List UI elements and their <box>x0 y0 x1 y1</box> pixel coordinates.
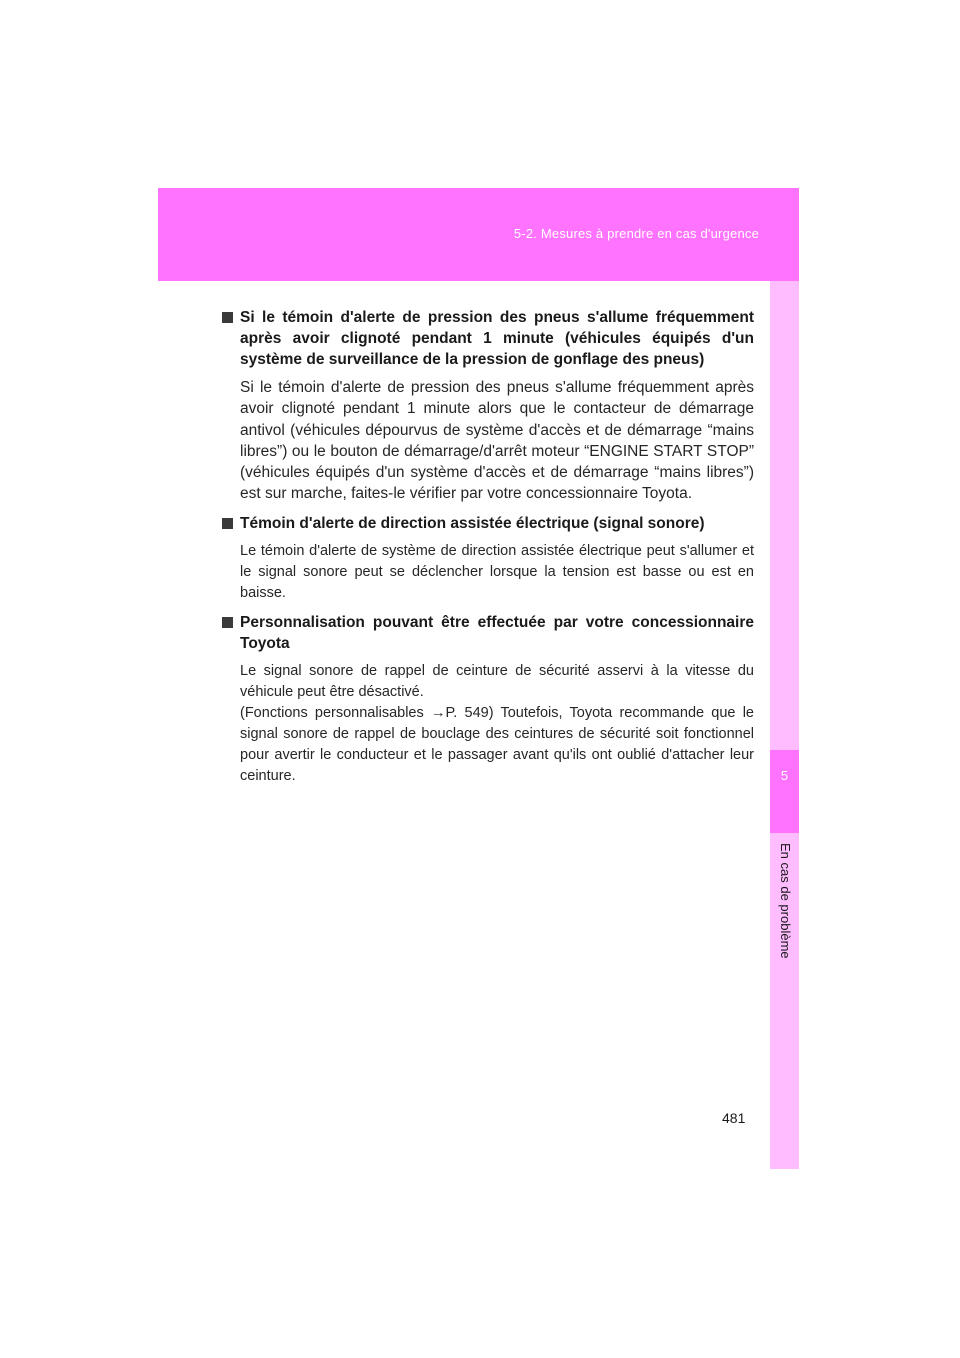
section-power-steering <box>222 513 754 604</box>
chapter-header-band <box>158 188 799 281</box>
section-heading: Si le témoin d'alerte de pression des pneus s'allume fréquemment après avoir clignoté pendant 1 minute (véhicules équipés d'un système de surveillance de la pression de gonflage des pneus) <box>222 307 754 370</box>
chapter-side-tab <box>770 281 799 1169</box>
chapter-title-vertical <box>771 843 799 959</box>
section-body-cont: (Fonctions personnalisables →P. 549) Toutefois, Toyota recommande que le signal sonore de rappel de bouclage des ceintures de sécurité soit fonctionnel pour avertir le conducteur et le passager avant qu'ils ont oublié d'attacher leur ceinture. <box>240 704 754 784</box>
section-body: Si le témoin d'alerte de pression des pneus s'allume fréquemment après avoir clignoté pendant 1 minute alors que le contacteur de démarrage antivol (véhicules dépourvus de système d'accès et de démarrage “mains libres”) ou le bouton de démarrage/d'arrêt moteur “ENGINE START STOP” (véhicules équipés d'un système d'accès et de démarrage “mains libres”) est sur marche, faites-le vérifier par votre concessionnaire Toyota. <box>240 379 754 503</box>
section-body: Le signal sonore de rappel de ceinture de sécurité asservi à la vitesse du véhicule peut être désactivé. <box>240 662 754 700</box>
section-tire-pressure <box>222 307 754 505</box>
page-number: 481 <box>722 1110 746 1126</box>
breadcrumb: 5-2. Mesures à prendre en cas d'urgence <box>513 226 759 241</box>
section-body: Le témoin d'alerte de système de direction assistée électrique peut s'allumer et le signal sonore peut se déclencher lorsque la tension est basse ou est en baisse. <box>240 542 754 601</box>
chapter-number: 5 <box>780 768 789 783</box>
bullet-square-icon <box>222 312 233 323</box>
section-customization <box>222 612 754 787</box>
section-heading: Témoin d'alerte de direction assistée électrique (signal sonore) <box>222 513 754 534</box>
chapter-title: En cas de problème <box>778 843 793 959</box>
chapter-tab-marker <box>770 750 799 833</box>
page-content <box>222 307 754 795</box>
bullet-square-icon <box>222 617 233 628</box>
bullet-square-icon <box>222 518 233 529</box>
section-heading: Personnalisation pouvant être effectuée par votre concessionnaire Toyota <box>222 612 754 654</box>
